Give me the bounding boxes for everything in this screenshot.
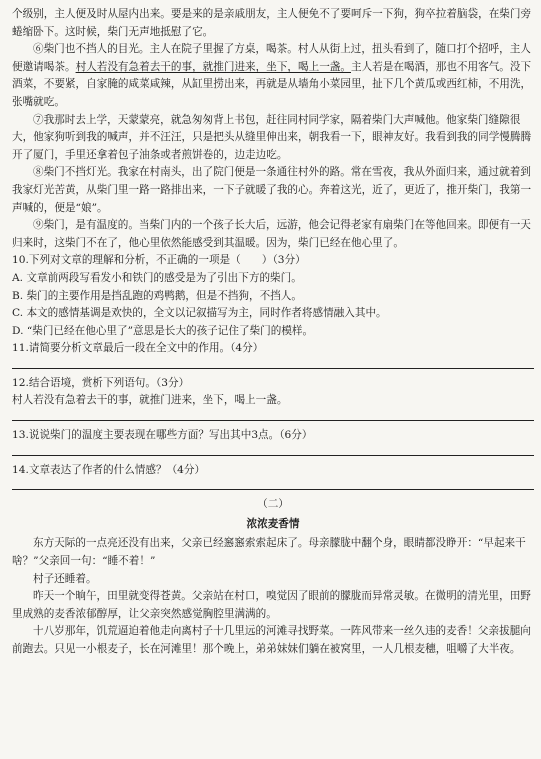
- paragraph-8: ⑧柴门不挡灯光。我家在村南头，出了院门便是一条通往村外的路。常在雪夜，我从外面归来，通过就着到我家灯光苦黄，从柴门里一路一路排出来，一下子就暖了我的心。奔着这光，近了，更近了，推开柴门，我第一声喊的，便是“娘”。: [12, 166, 532, 214]
- passage-2-paragraph-1: 东方天际的一点亮还没有出来，父亲已经窸窸索索起床了。母亲朦胧中翻个身，眼睛都没睁开：“早起来干啥？”父亲回一句：“睡不着！”: [12, 537, 526, 568]
- passage-title: 浓浓麦香情: [246, 517, 300, 530]
- passage-2-paragraph-4: 十八岁那年，饥荒逼迫着他走向离村子十几里远的河滩寻找野菜。一阵风带来一丝久违的麦香！父亲拔腿向前跑去。只见一小根麦子，长在河滩里！那个晚上，弟弟妹妹们躺在被窝里，一人几根麦穗，咀嚼了大半夜。: [12, 625, 531, 655]
- paragraph-6: [12, 41, 534, 111]
- passage-2-paragraph-2: 村子还睡着。: [33, 572, 97, 585]
- paragraph-6-end: 主人若是在喝酒，那也不用客气。没下酒菜，不要紧，自家腌的咸菜咸辣，从缸里捞出来，再就是从墙角小菜园里，扯下几个黄瓜或西红柿，不用洗，张嘴就吃。: [12, 60, 532, 108]
- paragraph-7: ⑦我那时去上学，天蒙蒙亮，就急匆匆背上书包，赶往同村同学家，隔着柴门大声喊他。他家柴门缝隙很大，他家狗听到我的喊声，并不汪汪，只是把头从缝里伸出来，朝我看一下，眼神友好。我看到我的同学慢腾腾开了厦门，手里还拿着包子油条或者煎饼卷的，边走边吃。: [12, 113, 532, 161]
- question-14: 14.文章表达了作者的什么情感？（4分）: [12, 463, 206, 476]
- question-10: 10.下列对文章的理解和分析，不正确的一项是（ ）（3分）: [12, 254, 306, 267]
- paragraph-9: ⑨柴门，是有温度的。当柴门内的一个孩子长大后，远游，他会记得老家有扇柴门在等他回来。即便有一天归来时，这柴门不在了，他心里依然能感受到其温暖。因为，柴门已经在他心里了。: [12, 219, 531, 249]
- answer-line: [12, 445, 534, 456]
- question-10-option-b: B. 柴门的主要作用是挡乱跑的鸡鸭鹅，但是不挡狗，不挡人。: [12, 289, 302, 302]
- answer-line: [12, 358, 534, 369]
- question-10-option-d: D. “柴门已经在他心里了”意思是长大的孩子记住了柴门的模样。: [12, 324, 314, 337]
- exam-page: [12, 6, 534, 659]
- answer-line: [12, 410, 534, 421]
- paragraph-5-tail: 个级别，主人便及时从屋内出来。要是来的是亲戚朋友，主人便免不了要呵斥一下狗，狗卒拉着脑袋，在柴门旁蜷缩卧下。这时候，柴门无声地抵慰了它。: [12, 8, 532, 38]
- question-12: 12.结合语境，赏析下列语句。（3分）: [12, 376, 190, 389]
- paragraph-6-underlined-sentence: 村人若没有急着去干的事，就推门进来，坐下，喝上一盏。: [75, 60, 351, 73]
- question-10-option-a: A. 文章前两段写看发小和铁门的感受是为了引出下方的柴门。: [12, 271, 302, 284]
- paragraph-6-start: ⑥柴门也不挡人的目光。主人在院子里握了方桌，喝茶。村人从街上过，扭头看到了，随口打个招呼，主人便邀请喝茶。: [12, 43, 531, 73]
- question-10-option-c: C. 本文的感情基调是欢快的，全文以记叙描写为主，同时作者将感情融入其中。: [12, 307, 387, 320]
- question-12-sentence: 村人若没有急着去干的事，就推门进来，坐下，喝上一盏。: [12, 394, 288, 407]
- section-heading: （二）: [257, 498, 289, 511]
- question-11: 11.请简要分析文章最后一段在全文中的作用。（4分）: [12, 342, 264, 355]
- passage-2-paragraph-3: 昨天一个晌午，田里就变得苍黄。父亲站在村口，嗅觉因了眼前的朦胧而异常灵敏。在微明的清光里，田野里成熟的麦香浓郁醇厚，让父亲突然感觉胸腔里满满的。: [12, 590, 531, 620]
- answer-line: [12, 479, 534, 490]
- question-13: 13.说说柴门的温度主要表现在哪些方面？写出其中3点。（6分）: [12, 429, 313, 442]
